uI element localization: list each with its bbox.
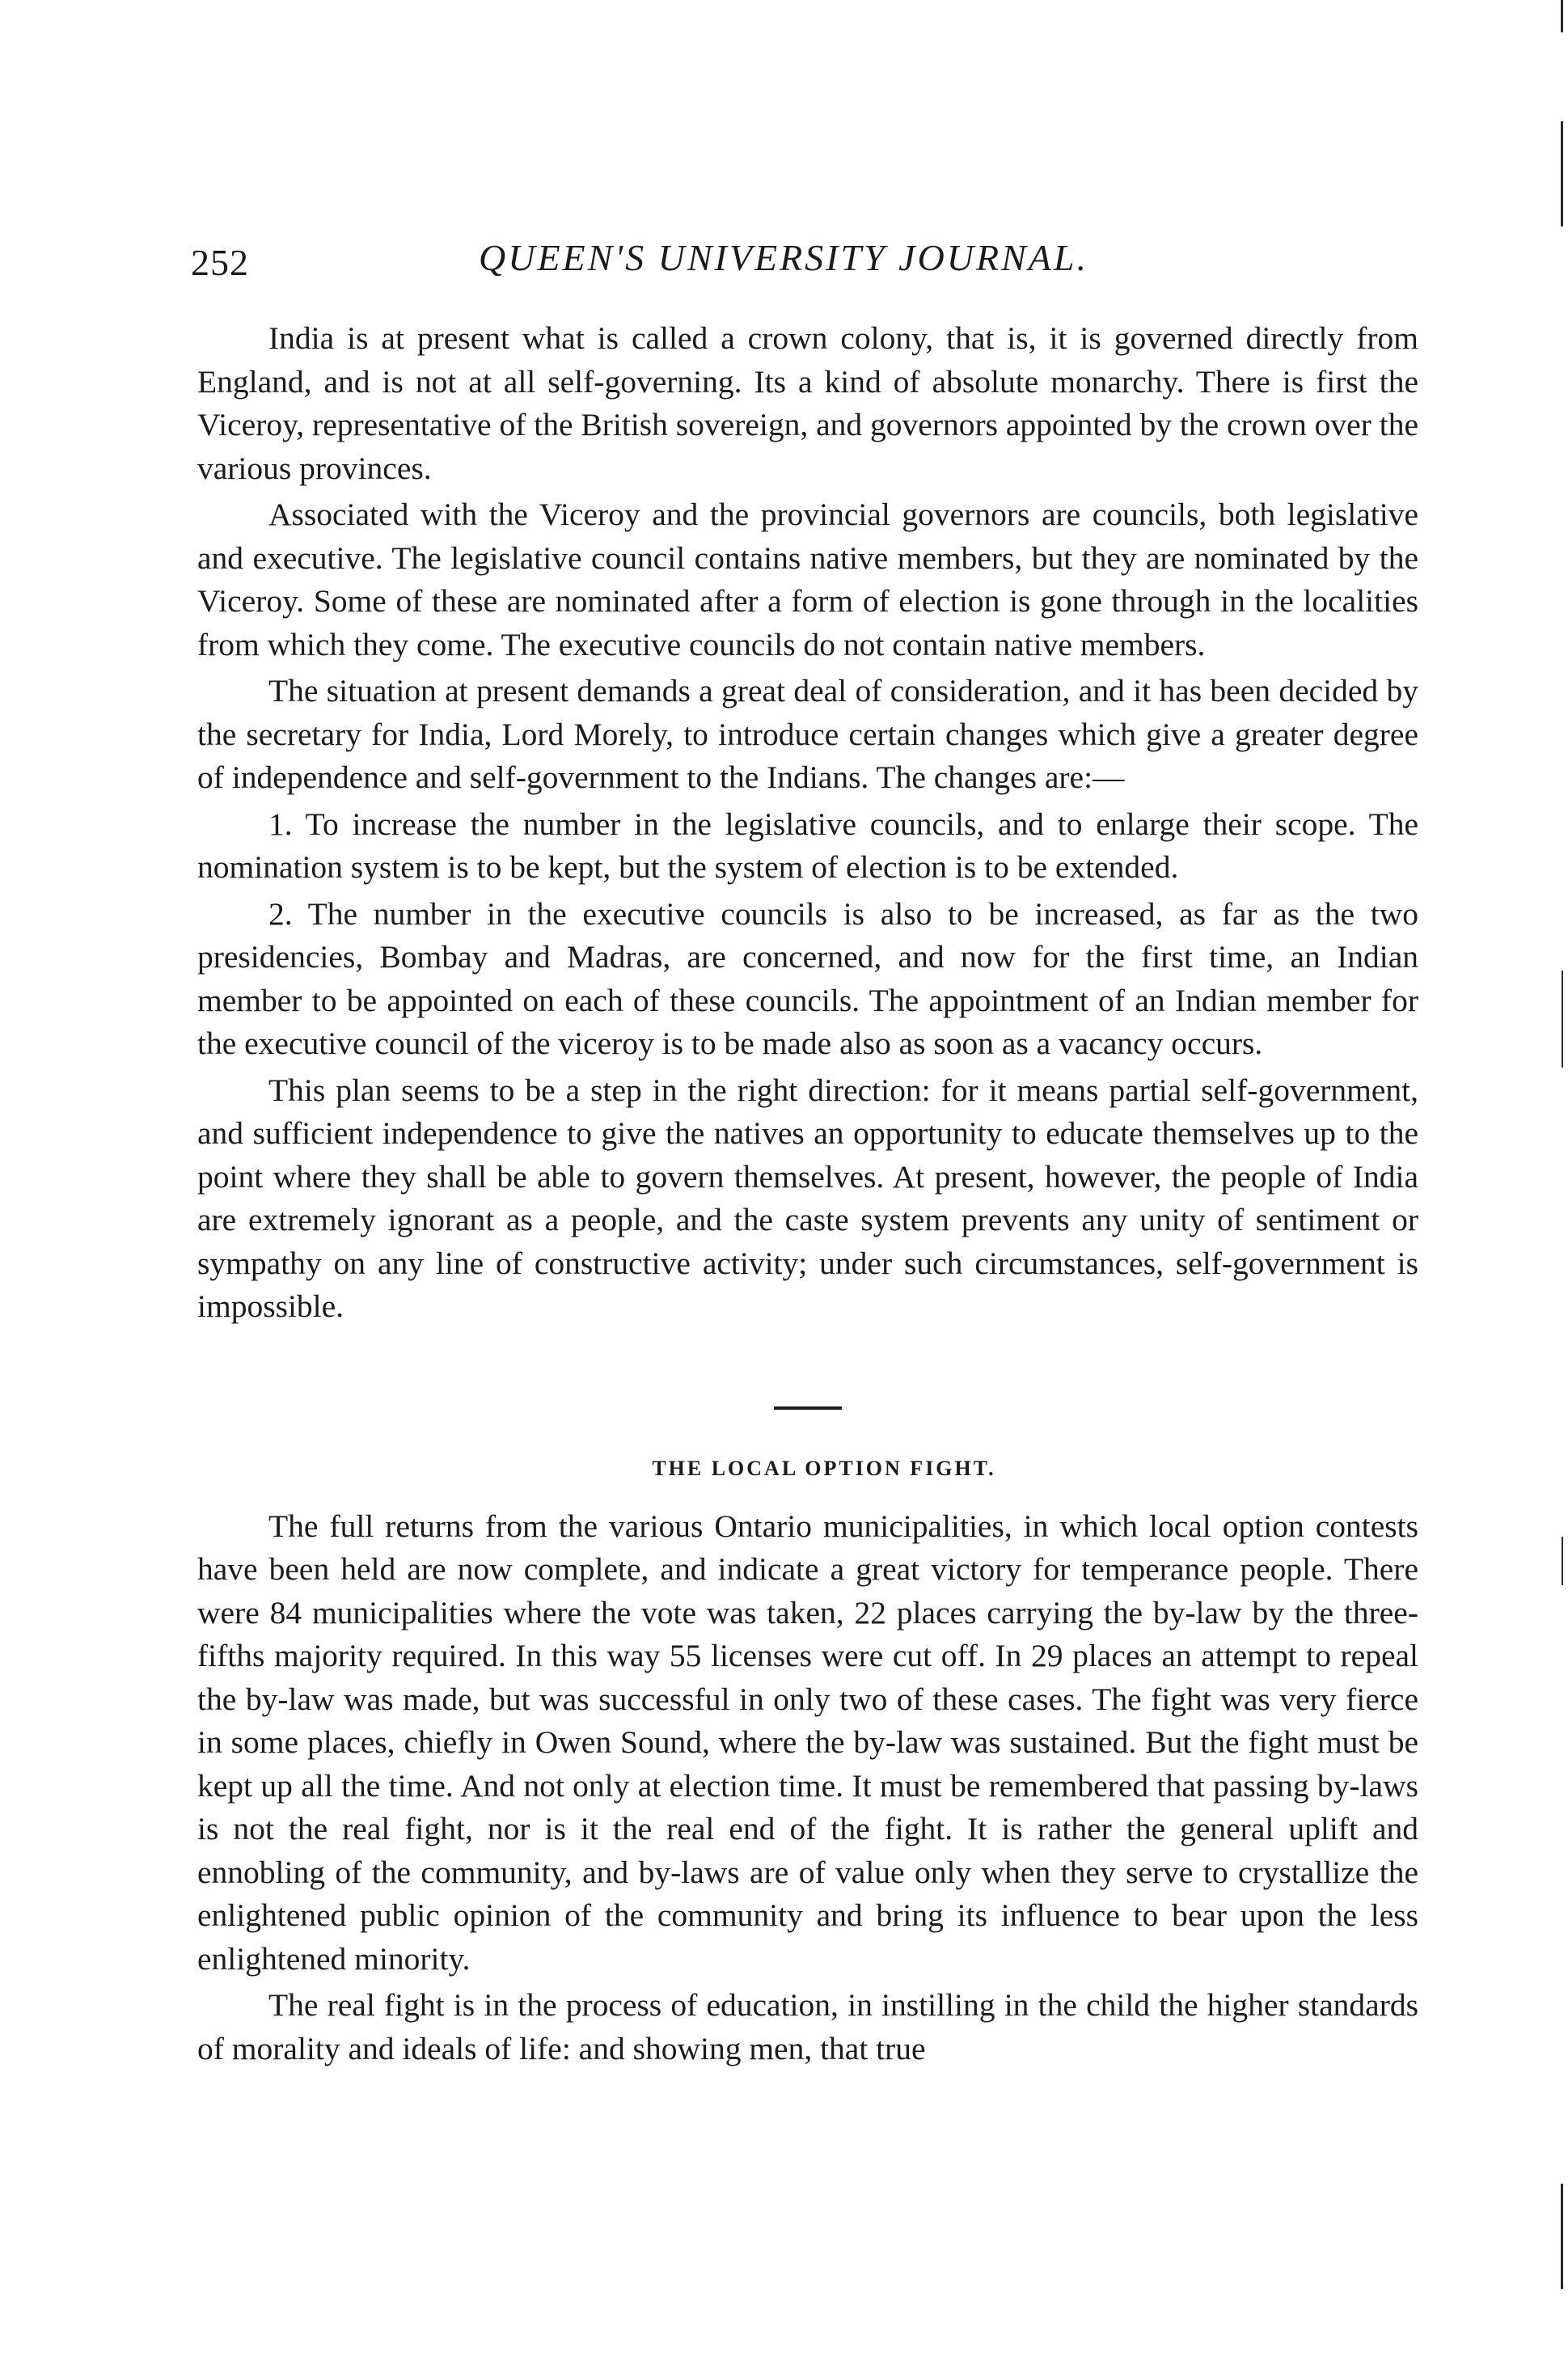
paragraph: The real fight is in the process of education, in instilling in the child the higher standards of morality and ideals of life: and showing men, that true [197, 1987, 1418, 2066]
scan-edge-artifact [1557, 0, 1568, 2377]
paragraph: 2. The number in the executive councils is also to be increased, as far as the two presidencies, Bombay and Madras, are concerned, and now for the first time, an Indian member to be appointed on each of these councils. The appointment of an Indian member for the executive council of the viceroy is to be made also as soon as a vacancy occurs. [197, 895, 1418, 1061]
article-body [197, 317, 1418, 2074]
paragraph: The full returns from the various Ontario municipalities, in which local option contests have been held are now complete, and indicate a great victory for temperance people. There were 84 municipalities where the vote was taken, 22 places carrying the by-law by the three-fifths majority required. In this way 55 licenses were cut off. In 29 places an attempt to repeal the by-law was made, but was successful in only two of these cases. The fight was very fierce in some places, chiefly in Owen Sound, where the by-law was sustained. But the fight must be kept up all the time. And not only at election time. It must be remembered that passing by-laws is not the real fight, nor is it the real end of the fight. It is rather the general uplift and ennobling of the community, and by-laws are of value only when they serve to crystallize the enlightened public opinion of the community and bring its influence to bear upon the less enlightened minority. [197, 1508, 1418, 1977]
page-header [191, 236, 1452, 293]
paragraph: Associated with the Viceroy and the provincial governors are councils, both legislative and executive. The legislative council contains native members, but they are nominated by the Viceroy. Some of these are nominated after a form of election is gone through in the localities from which they come. The executive councils do not contain native members. [197, 497, 1418, 662]
paragraph: This plan seems to be a step in the right direction: for it means partial self-government, and sufficient independence to give the natives an opportunity to educate themselves up to the point where they shall be able to govern themselves. At present, however, the people of India are extremely ignorant as a people, and the caste system prevents any unity of sentiment or sympathy on any line of constructive activity; under such circumstances, self-government is impossible. [197, 1072, 1418, 1324]
local-option-article [197, 1457, 1418, 2071]
paragraph: The situation at present demands a great deal of consideration, and it has been decided by the secretary for India, Lord Morely, to introduce certain changes which give a greater degree of independence and self-government to the Indians. The changes are:— [197, 673, 1418, 795]
india-article [197, 317, 1418, 1329]
paragraph: India is at present what is called a crown colony, that is, it is governed directly from England, and is not at all self-governing. Its a kind of absolute monarchy. There is first the Viceroy, representative of the British sovereign, and governors appointed by the crown over the various provinces. [197, 320, 1418, 486]
paragraph: 1. To increase the number in the legislative councils, and to enlarge their scope. The nomination system is to be kept, but the system of election is to be extended. [197, 806, 1418, 885]
section-divider [774, 1406, 842, 1410]
page-number: 252 [191, 242, 249, 283]
section-heading: THE LOCAL OPTION FIGHT. [652, 1456, 996, 1480]
journal-title: QUEEN'S UNIVERSITY JOURNAL. [479, 237, 1088, 278]
